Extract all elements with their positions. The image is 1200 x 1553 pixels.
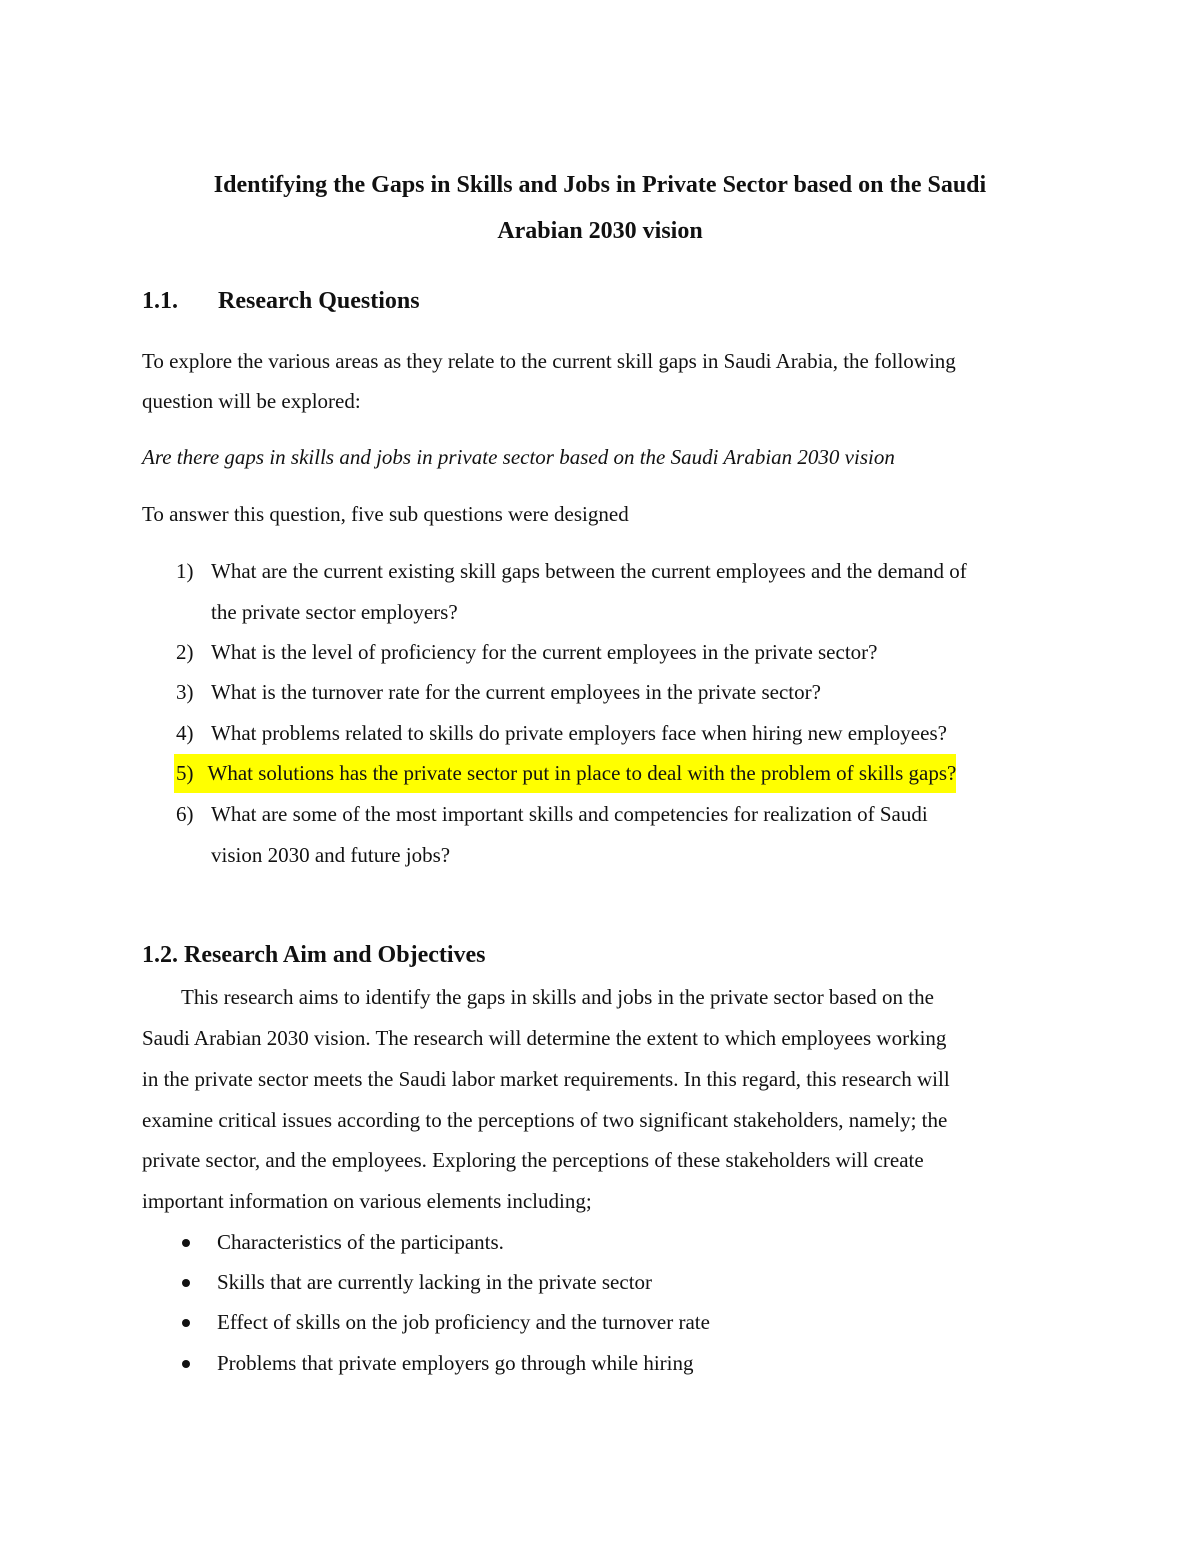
list-marker: 5) <box>176 761 194 785</box>
bullet-dot-icon <box>182 1319 190 1327</box>
question-text-continued: vision 2030 and future jobs? <box>211 842 451 867</box>
section-heading-text: Research Questions <box>218 288 420 314</box>
bullet-dot-icon <box>182 1239 190 1247</box>
main-research-question: Are there gaps in skills and jobs in private sector based on the Saudi Arabian 2030 vision <box>142 445 895 469</box>
question-text: What are the current existing skill gaps between the current employees and the demand of <box>211 559 967 583</box>
bullet-dot-icon <box>182 1279 190 1287</box>
title-line-2: Arabian 2030 vision <box>497 218 703 244</box>
question-text: What is the level of proficiency for the current employees in the private sector? <box>211 640 878 664</box>
bullet-dot-icon <box>182 1360 190 1368</box>
aim-paragraph-line-1: This research aims to identify the gaps in skills and jobs in the private sector based on the <box>181 985 934 1009</box>
aim-paragraph-line-4: examine critical issues according to the perceptions of two significant stakeholders, namely; the <box>142 1108 948 1132</box>
question-text: What are some of the most important skills and competencies for realization of Saudi <box>211 802 928 826</box>
bullet-item-1 <box>176 1222 504 1263</box>
bullet-text: Effect of skills on the job proficiency and the turnover rate <box>217 1310 710 1334</box>
list-marker: 3) <box>176 680 194 704</box>
question-item-3 <box>176 672 1076 713</box>
aim-paragraph-line-5: private sector, and the employees. Exploring the perceptions of these stakeholders will create <box>142 1148 924 1172</box>
section-heading-aim-objectives: 1.2. Research Aim and Objectives <box>142 942 486 968</box>
bullet-item-4 <box>176 1343 694 1384</box>
question-text-continued: the private sector employers? <box>211 599 458 624</box>
question-item-1 <box>176 551 1076 632</box>
question-item-6 <box>176 794 1076 875</box>
question-text: What solutions has the private sector put in place to deal with the problem of skills gaps? <box>207 761 957 785</box>
bullet-text: Problems that private employers go through while hiring <box>217 1351 694 1375</box>
bullet-text: Skills that are currently lacking in the private sector <box>217 1270 653 1294</box>
question-item-5-highlighted <box>176 753 1076 794</box>
section-number: 1.1. <box>142 288 178 314</box>
highlighted-question <box>174 754 956 793</box>
list-marker: 6) <box>176 802 194 826</box>
aim-paragraph-line-6: important information on various elements including; <box>142 1189 592 1213</box>
document-title <box>120 162 1080 254</box>
aim-paragraph-line-2: Saudi Arabian 2030 vision. The research will determine the extent to which employees working <box>142 1026 947 1050</box>
sub-questions-intro: To answer this question, five sub questions were designed <box>142 502 629 526</box>
title-line-1: Identifying the Gaps in Skills and Jobs in Private Sector based on the Saudi <box>213 172 987 198</box>
bullet-text: Characteristics of the participants. <box>217 1230 504 1254</box>
bullet-item-3 <box>176 1302 710 1343</box>
question-text: What is the turnover rate for the current employees in the private sector? <box>211 680 821 704</box>
list-marker: 4) <box>176 721 194 745</box>
list-marker: 1) <box>176 559 194 583</box>
question-item-4 <box>176 713 1076 754</box>
intro-line-1: To explore the various areas as they relate to the current skill gaps in Saudi Arabia, the following <box>142 349 956 373</box>
question-text: What problems related to skills do private employers face when hiring new employees? <box>211 721 947 745</box>
intro-line-2: question will be explored: <box>142 389 361 413</box>
list-marker: 2) <box>176 640 194 664</box>
section-heading-research-questions <box>142 286 420 316</box>
question-item-2 <box>176 632 1076 673</box>
bullet-item-2 <box>176 1262 652 1303</box>
aim-paragraph-line-3: in the private sector meets the Saudi labor market requirements. In this regard, this research will <box>142 1067 950 1091</box>
